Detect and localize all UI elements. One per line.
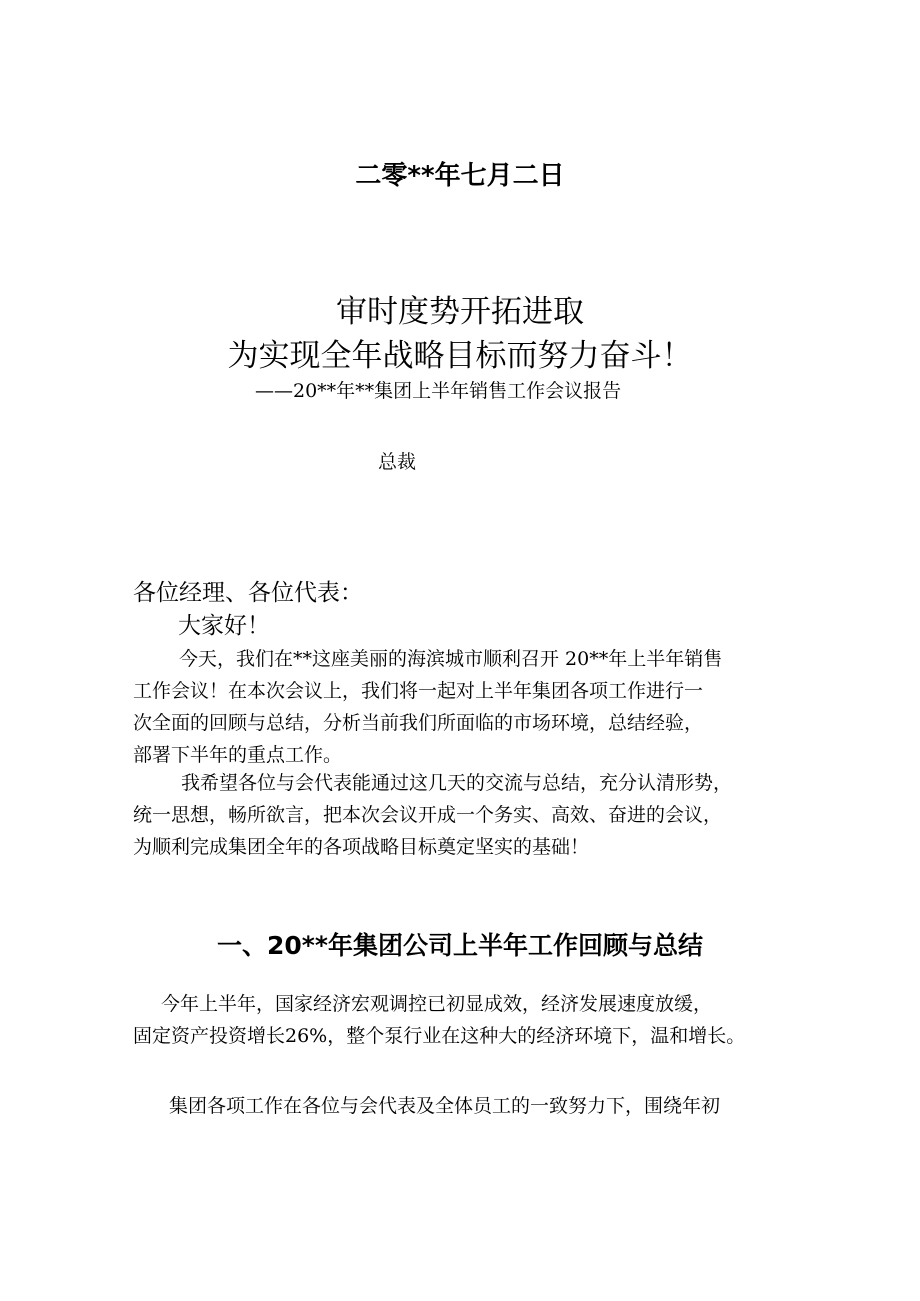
paragraph-economy <box>133 988 798 1052</box>
paragraph-line: 我希望各位与会代表能通过这几天的交流与总结，充分认清形势， <box>181 772 733 794</box>
report-subtitle: ——20**年**集团上半年销售工作会议报告 <box>255 380 622 402</box>
salutation: 各位经理、各位代表： <box>133 580 363 606</box>
paragraph-line: 固定资产投资增长26%，整个泵行业在这种大的经济环境下，温和增长。 <box>133 1025 746 1047</box>
paragraph-line: 工作会议！在本次会议上，我们将一起对上半年集团各项工作进行一 <box>133 680 704 702</box>
report-author: 总裁 <box>378 451 417 473</box>
paragraph-line: 为顺利完成集团全年的各项战略目标奠定坚实的基础！ <box>133 836 590 858</box>
paragraph-line: 集团各项工作在各位与会代表及全体员工的一致努力下，围绕年初 <box>169 1095 721 1117</box>
paragraph-line: 次全面的回顾与总结，分析当前我们所面临的市场环境，总结经验， <box>133 712 704 734</box>
report-date: 二零**年七月二日 <box>355 161 565 191</box>
paragraph-line: 部署下半年的重点工作。 <box>133 744 343 766</box>
paragraph-opening <box>133 643 798 771</box>
greeting: 大家好！ <box>178 613 270 639</box>
paragraph-group-work <box>133 1090 798 1122</box>
paragraph-hope <box>133 767 798 863</box>
paragraph-line: 统一思想，畅所欲言，把本次会议开成一个务实、高效、奋进的会议， <box>133 804 723 826</box>
paragraph-line: 今年上半年，国家经济宏观调控已初显成效，经济发展速度放缓， <box>161 993 713 1015</box>
section-heading: 一、20**年集团公司上半年工作回顾与总结 <box>217 931 703 960</box>
paragraph-line: 今天，我们在**这座美丽的海滨城市顺利召开 20**年上半年销售 <box>179 648 723 670</box>
report-title-line-1: 审时度势开拓进取 <box>336 294 584 330</box>
report-title-line-2: 为实现全年战略目标而努力奋斗！ <box>227 338 693 374</box>
